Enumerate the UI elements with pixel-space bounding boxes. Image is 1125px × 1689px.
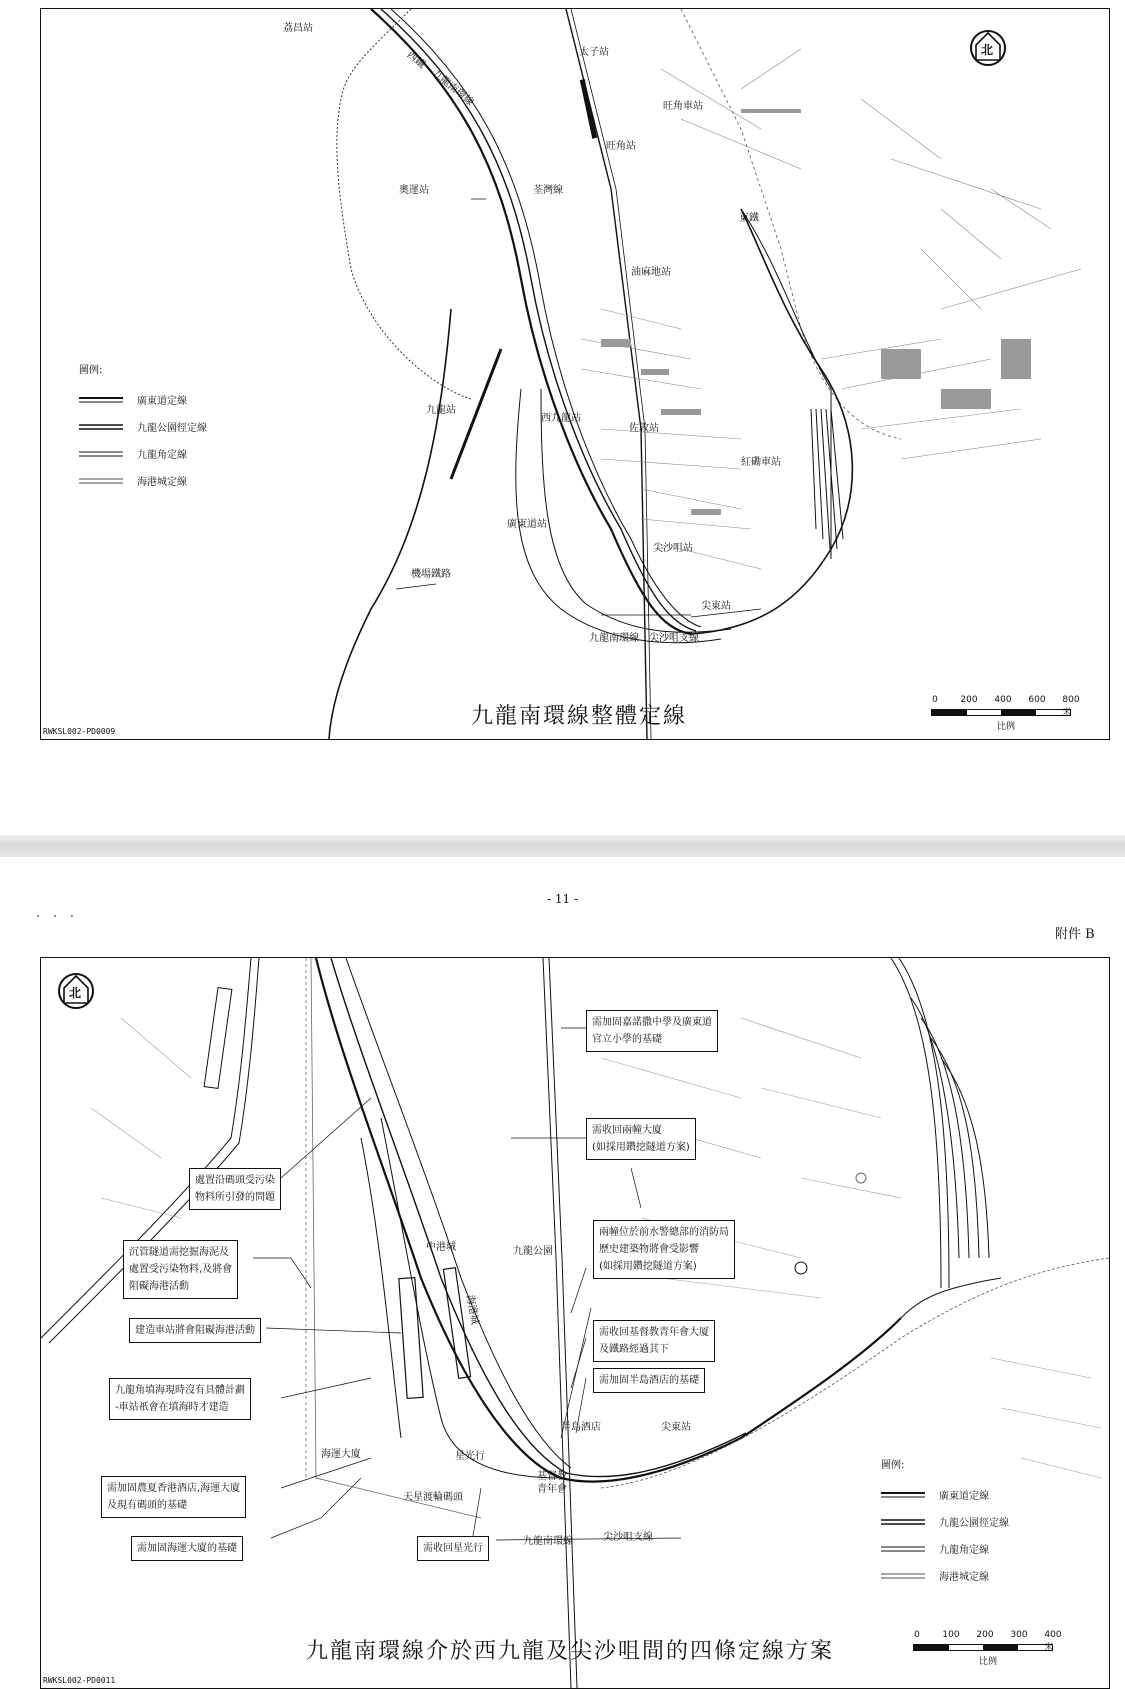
legend-swatch-icon (79, 476, 123, 486)
map-2-legend (881, 1456, 1009, 1589)
scale-tick: 0 (914, 1630, 920, 1640)
callout-note: 九龍角填海現時沒有具體計劃 -車站祇會在填海時才建造 (109, 1378, 251, 1420)
station-lai-chi-kok: 荔昌站 (283, 23, 313, 34)
map-2-title: 九龍南環線介於西九龍及尖沙咀間的四條定線方案 (306, 1639, 835, 1664)
scale-ticks (913, 1630, 1063, 1653)
map-2-frame (40, 957, 1110, 1689)
north-label: 北 (981, 43, 994, 57)
station-mong-kok-east: 旺角車站 (663, 101, 703, 112)
legend-item (79, 467, 207, 494)
place-star-house: 星光行 (455, 1451, 485, 1462)
place-east-tst: 尖東站 (661, 1422, 691, 1433)
scale-caption: 比例 (978, 1657, 997, 1667)
map-1-title: 九龍南環線整體定線 (471, 704, 688, 729)
legend-item (79, 413, 207, 440)
scan-speck: · · · (36, 909, 79, 925)
callout-note: 需加固半島酒店的基礎 (593, 1368, 705, 1393)
station-olympic: 奧運站 (399, 185, 429, 196)
page-2 (0, 857, 1125, 1685)
north-label: 北 (69, 986, 82, 1000)
map-1-legend (79, 361, 207, 494)
place-ocean-terminal: 海運大廈 (321, 1449, 361, 1460)
legend-swatch-icon (79, 395, 123, 405)
legend-label: 九龍公園徑定線 (137, 423, 207, 434)
legend-swatch-icon (881, 1517, 925, 1527)
callout-note: 沉管隧道需挖掘海泥及 處置受污染物料,及將會 阻礙海港活動 (123, 1240, 238, 1299)
label-kowloon-line: 九龍南環線 (430, 67, 476, 109)
legend-swatch-icon (881, 1490, 925, 1500)
station-mong-kok: 旺角站 (606, 141, 636, 152)
legend-item (79, 386, 207, 413)
map-1-code: RWKSL002-PD0009 (43, 727, 116, 736)
callout-note: 需收回基督教青年會大厦 及鐵路經過其下 (593, 1320, 715, 1362)
station-tst: 尖沙咀站 (653, 543, 693, 554)
scale-tick: 0 (932, 695, 938, 705)
legend-label: 海港城定線 (137, 477, 187, 488)
place-harbour: 海港城 (464, 1294, 481, 1326)
place-kowloon-park: 九龍公園 (513, 1246, 553, 1257)
map-1-frame (40, 8, 1110, 740)
legend-swatch-icon (79, 449, 123, 459)
legend-title: 圖例: (881, 1460, 905, 1471)
legend-title: 圖例: (79, 365, 103, 376)
place-ymca: 基督教青年會 (537, 1471, 567, 1495)
scale-tick: 200 (976, 1630, 994, 1640)
station-kowloon: 九龍站 (426, 405, 456, 416)
annex-label: 附件 B (1055, 927, 1095, 942)
scale-tick: 400 米 (1044, 1630, 1062, 1653)
scale-tick: 100 (942, 1630, 960, 1640)
scale-tick: 800 米 (1062, 695, 1080, 718)
callout-note: 兩幢位於前水警總部的消防局 歷史建築物將會受影響 (如採用鑽挖隧道方案) (593, 1220, 735, 1279)
legend-swatch-icon (881, 1544, 925, 1554)
label-ksl: 九龍南環線 (523, 1536, 573, 1547)
place-star-ferry: 天星渡輪碼頭 (403, 1492, 463, 1503)
callout-note: 需加固嘉諾撒中學及廣東道 官立小學的基礎 (586, 1010, 718, 1052)
map-2-code: RWKSL002-PD0011 (43, 1676, 116, 1685)
legend-label: 九龍角定線 (939, 1545, 989, 1556)
scale-tick: 200 (960, 695, 978, 705)
legend-item (881, 1481, 1009, 1508)
legend-label: 廣東道定線 (939, 1491, 989, 1502)
legend-label: 九龍公園徑定線 (939, 1518, 1009, 1529)
place-peninsula: 半島酒店 (561, 1422, 601, 1433)
label-ksl: 九龍南環線 (589, 633, 639, 644)
callout-note: 需收回兩幢大廈 (如採用鑽挖隧道方案) (586, 1118, 696, 1160)
station-canton-road: 廣東道站 (507, 519, 547, 530)
page-1 (0, 0, 1125, 835)
legend-label: 海港城定線 (939, 1572, 989, 1583)
legend-swatch-icon (79, 422, 123, 432)
label-airport-railway: 機場鐵路 (411, 569, 451, 580)
page-number: - 11 - (546, 892, 578, 906)
callout-note: 需加固農夏香港酒店,海運大廈 及現有碼頭的基礎 (101, 1476, 246, 1518)
callout-note: 需加固海運大廈的基礎 (131, 1536, 243, 1561)
label-tst-link: 尖沙咀支線 (603, 1532, 653, 1543)
legend-item (881, 1508, 1009, 1535)
map-1-scale-bar (931, 695, 1081, 732)
scale-ticks (931, 695, 1081, 718)
scale-caption: 比例 (996, 722, 1015, 732)
scale-tick: 300 (1010, 1630, 1028, 1640)
label-tst-link: 尖沙咀支線 (649, 633, 699, 644)
station-west-kowloon: 西九龍站 (541, 413, 581, 424)
station-jordan: 佐敦站 (629, 423, 659, 434)
station-hung-hom: 紅磡車站 (741, 457, 781, 468)
scale-tick: 400 (994, 695, 1012, 705)
scale-tick: 600 (1028, 695, 1046, 705)
legend-label: 廣東道定線 (137, 396, 187, 407)
legend-swatch-icon (881, 1571, 925, 1581)
legend-label: 九龍角定線 (137, 450, 187, 461)
page-separator (0, 835, 1125, 857)
map-2-scale-bar (913, 1630, 1063, 1667)
station-east-tst: 尖東站 (701, 601, 731, 612)
legend-item (79, 440, 207, 467)
label-tsuen-wan-line: 荃灣線 (533, 185, 563, 196)
legend-item (881, 1535, 1009, 1562)
place-harbour-city: 中港城 (426, 1242, 456, 1253)
label-east-rail: 東鐵 (739, 213, 759, 224)
station-yau-ma-tei: 油麻地站 (631, 267, 671, 278)
scale-bar-graphic (931, 709, 1071, 716)
label-west-rail: 西鐵 (404, 49, 427, 71)
callout-note: 需收回星光行 (417, 1536, 489, 1561)
callout-note: 處置沿碼頭受污染 物料所引發的問題 (189, 1168, 281, 1210)
scale-bar-graphic (913, 1644, 1053, 1651)
callout-note: 建造車站將會阻礙海港活動 (129, 1318, 261, 1343)
station-prince-edward: 太子站 (579, 47, 609, 58)
legend-item (881, 1562, 1009, 1589)
